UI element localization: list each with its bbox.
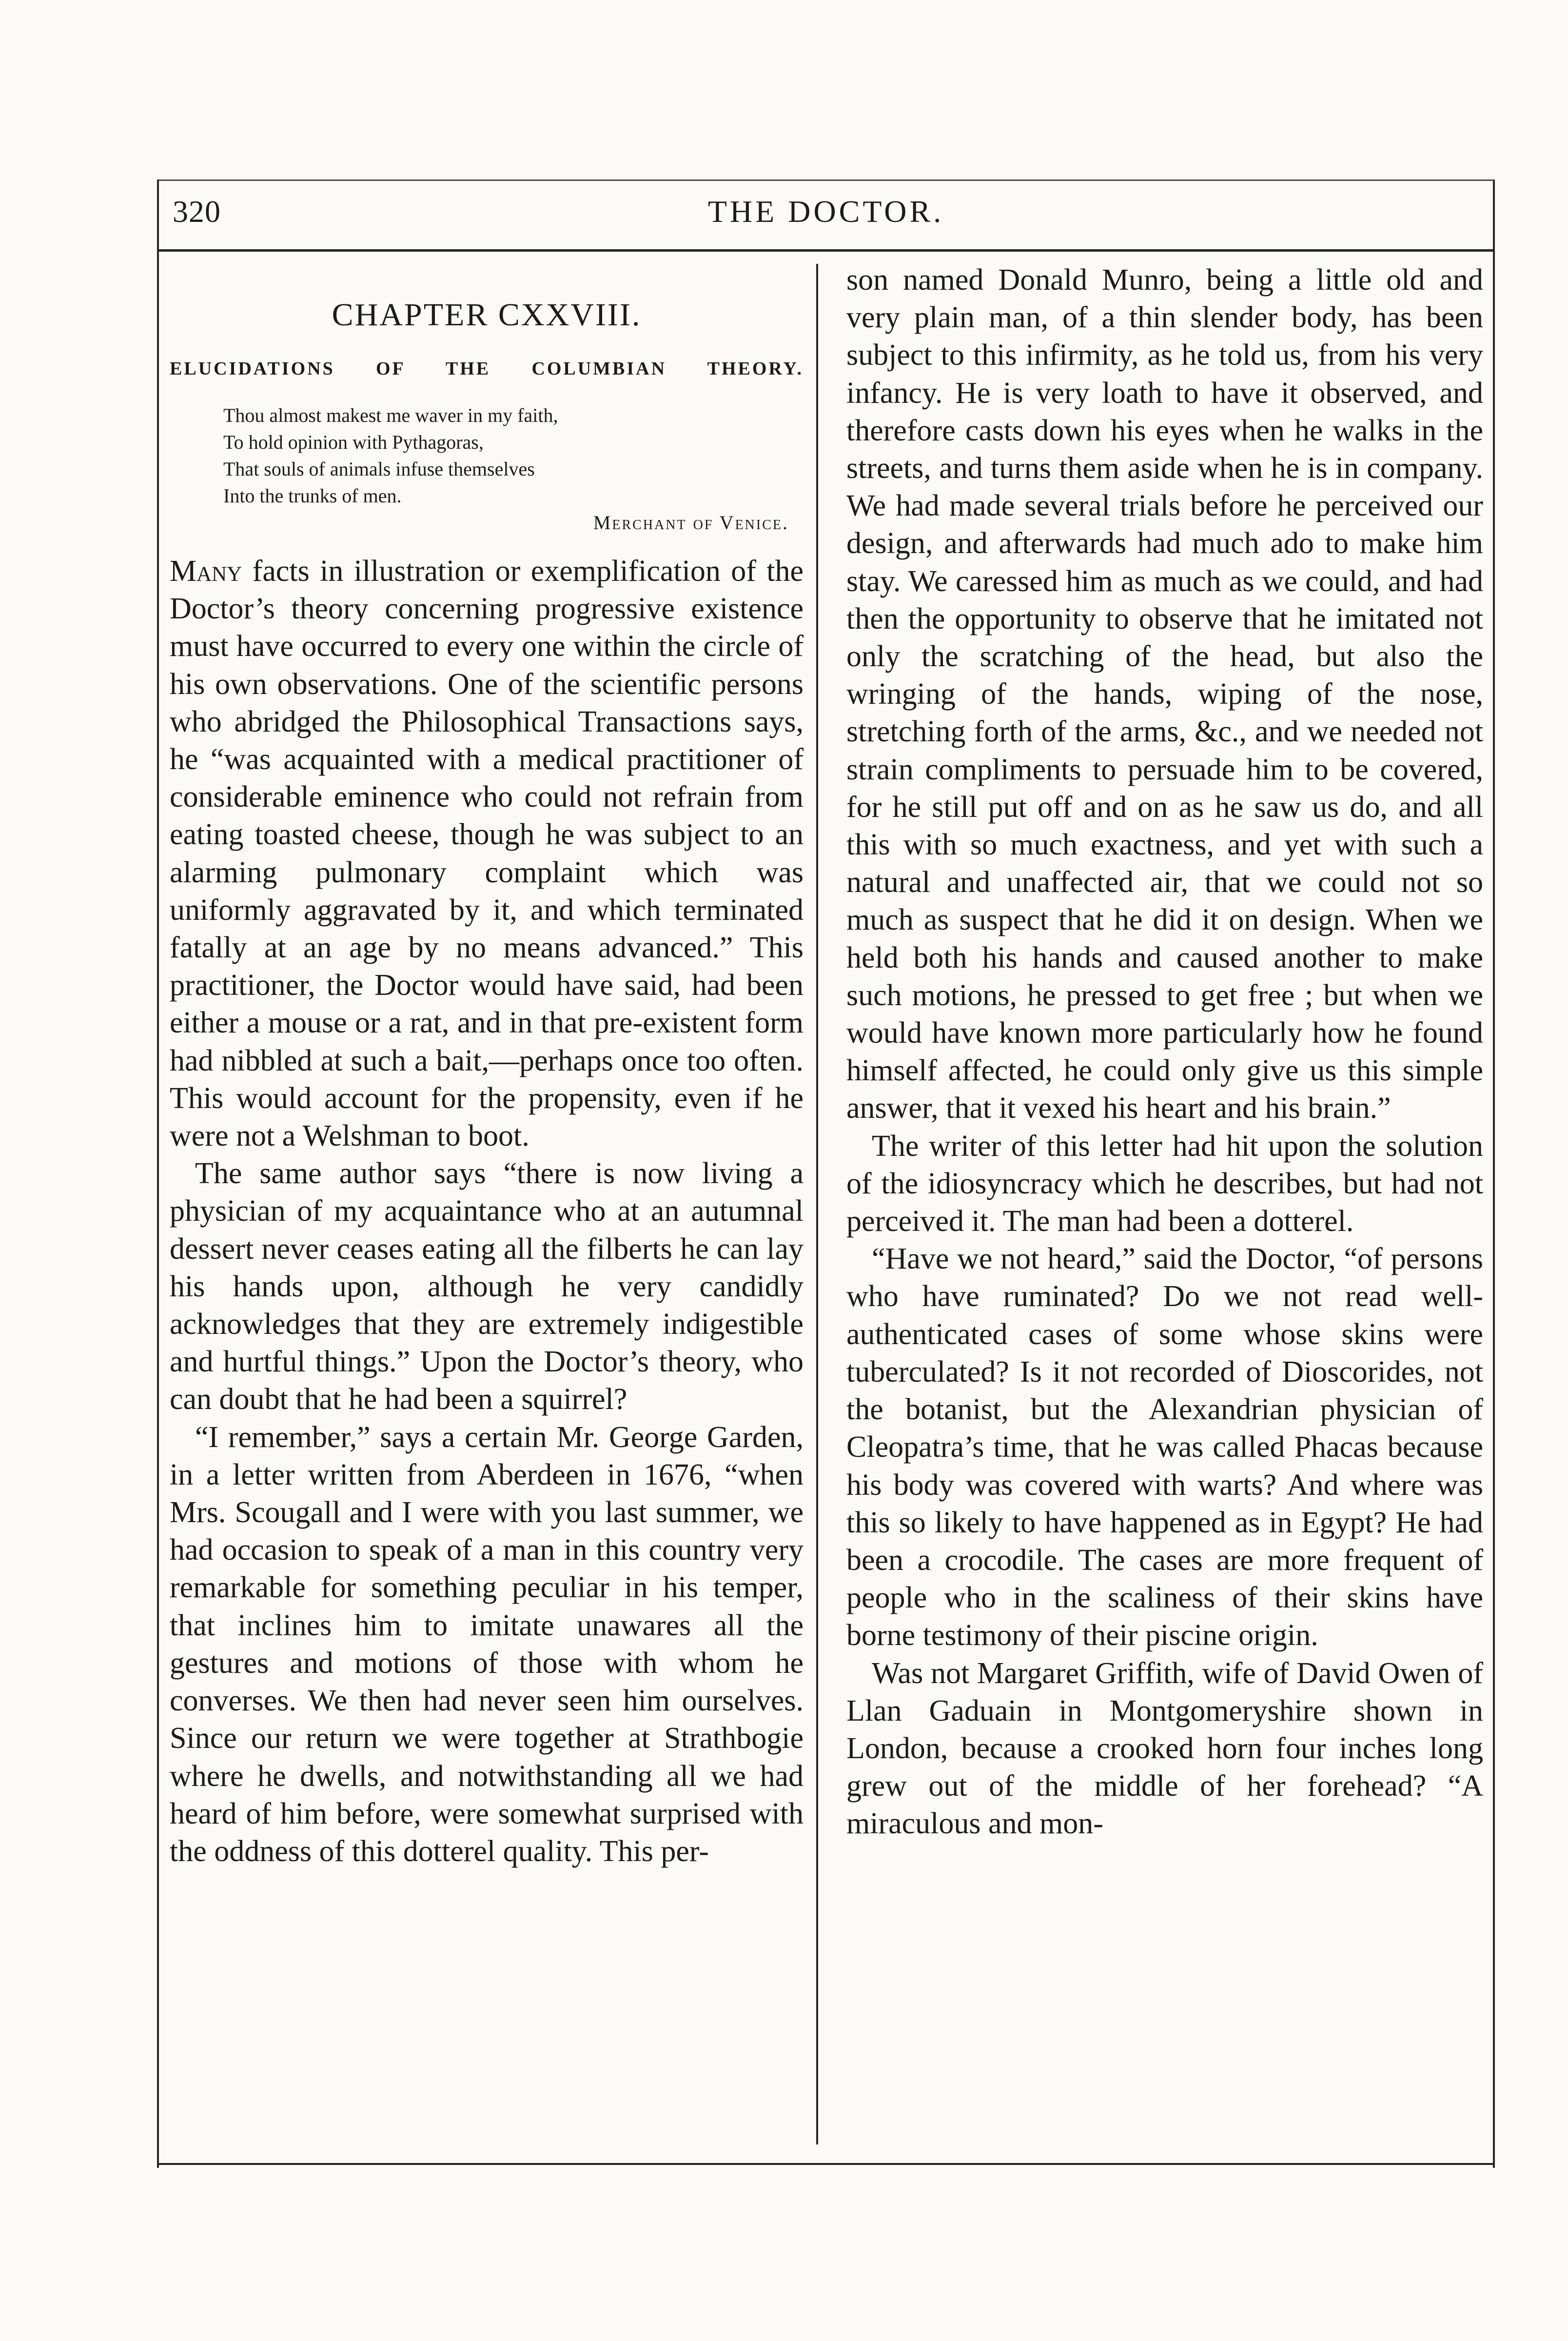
- page-frame: [157, 179, 1495, 2168]
- column-divider: [816, 264, 818, 2144]
- right-column: [846, 261, 1483, 1843]
- epigraph-line: Thou almost makest me waver in my faith,: [223, 404, 558, 426]
- epigraph-line: To hold opinion with Pythagoras,: [223, 431, 484, 453]
- page-header: [159, 181, 1493, 252]
- epigraph-source: Merchant of Venice.: [593, 512, 789, 534]
- epigraph: [223, 402, 804, 509]
- paragraph: “I remember,” says a certain Mr. George Garden, in a letter written from Aberdeen in 1676, “when Mrs. Scougall and I were with you last summer, we had occasion to speak of a man in this country very remarkable for something peculiar in his temper, that inclines him to imitate unawares all the gestures and motions of those with whom he converses. We then had never seen him ourselves. Since our return we were together at Strathbogie where he dwells, and notwithstanding all we had heard of him before, were somewhat surprised with the oddness of this dotterel quality. This per-: [170, 1420, 804, 1868]
- chapter-subtitle: ELUCIDATIONS OF THE COLUMBIAN THEORY.: [170, 358, 804, 379]
- paragraph-text: facts in illustration or exemplification of the Doctor’s theory concerning progressive existence must have occurred to every one within the circle of his own observations. One of the scientific persons who abridged the Philosophical Transactions says, he “was acquainted with a medical practitioner of considerable eminence who could not refrain from eating toasted cheese, though he was subject to an alarming pulmonary complaint which was uniformly aggravated by it, and which terminated fatally at an age by no means advanced.” This practitioner, the Doctor would have said, had been either a mouse or a rat, and in that pre-existent form had nibbled at such a bait,—perhaps once too often. This would account for the propensity, even if he were not a Welshman to boot.: [170, 555, 804, 1153]
- left-column: [170, 261, 804, 1870]
- paragraph: The writer of this letter had hit upon the solution of the idiosyncracy which he describes, but had not perceived it. The man had been a dotterel.: [846, 1129, 1483, 1238]
- running-title: THE DOCTOR.: [707, 194, 944, 229]
- page-number: 320: [173, 194, 221, 229]
- paragraph: The same author says “there is now living a physician of my acquaintance who at an autumnal dessert never ceases eating all the filberts he can lay his hands upon, although he very candidly acknowledges that they are extremely indigestible and hurtful things.” Upon the Doctor’s theory, who can doubt that he had been a squirrel?: [170, 1157, 804, 1416]
- paragraph: son named Donald Munro, being a little old and very plain man, of a thin slender body, has been subject to this infirmity, as he told us, from his very infancy. He is very loath to have it observed, and therefore casts down his eyes when he walks in the streets, and turns them aside when he is in company. We had made several trials before he perceived our design, and afterwards had much ado to make him stay. We caressed him as much as we could, and had then the opportunity to observe that he imitated not only the scratching of the head, but also the wringing of the hands, wiping of the nose, stretching forth of the arms, &c., and we needed not strain compliments to persuade him to be covered, for he still put off and on as he saw us do, and all this with so much exactness, and yet with such a natural and unaffected air, that we could not so much as suspect that he did it on design. When we held both his hands and caused another to make such motions, he pressed to get free ; but when we would have known more particularly how he found himself affected, he could only give us this simple answer, that it vexed his heart and his brain.”: [846, 263, 1483, 1125]
- paragraph: Was not Margaret Griffith, wife of David Owen of Llan Gaduain in Montgomeryshire shown in London, because a crooked horn four inches long grew out of the middle of her forehead? “A miraculous and mon-: [846, 1656, 1483, 1841]
- epigraph-line: Into the trunks of men.: [223, 485, 402, 507]
- bottom-rule: [157, 2163, 1495, 2165]
- chapter-title: CHAPTER CXXVIII.: [332, 297, 642, 333]
- paragraph-lead-word: Many: [170, 555, 242, 588]
- paragraph: [170, 553, 804, 1155]
- paragraph: “Have we not heard,” said the Doctor, “of persons who have ruminated? Do we not read well-authenticated cases of some whose skins were tuberculated? Is it not recorded of Dioscorides, not the botanist, but the Alexandrian physician of Cleopatra’s time, that he was called Phacas because his body was covered with warts? And where was this so likely to have happened as in Egypt? He had been a crocodile. The cases are more frequent of people who in the scaliness of their skins have borne testimony of their piscine origin.: [846, 1242, 1483, 1652]
- epigraph-line: That souls of animals infuse themselves: [223, 458, 535, 480]
